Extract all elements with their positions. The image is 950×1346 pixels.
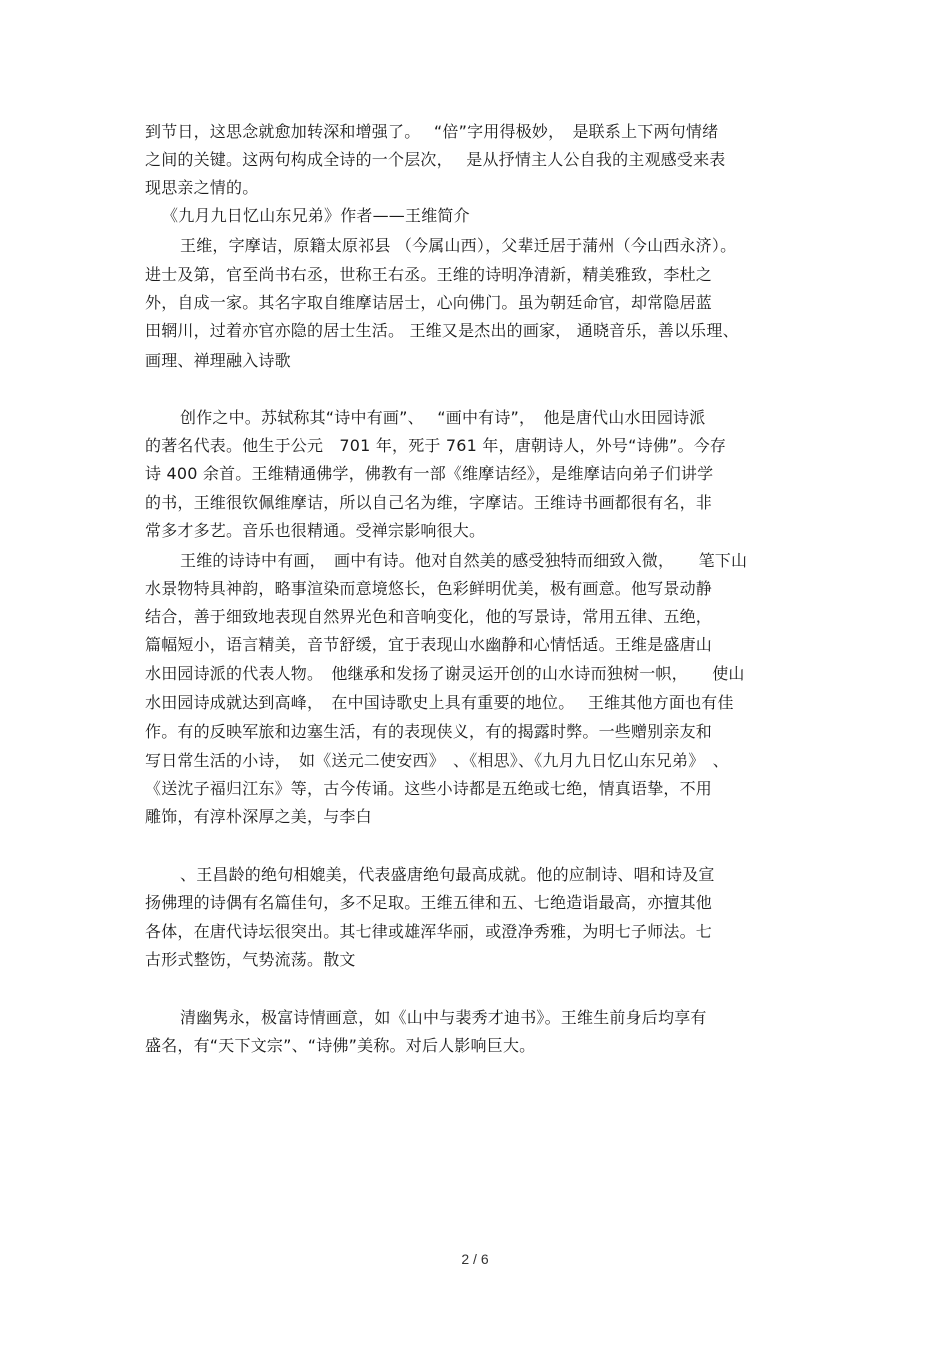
text-line: 现思亲之情的。 [145, 178, 259, 197]
text-line: 古形式整饬，气势流荡。散文 [145, 950, 356, 969]
text-line: 结合，善于细致地表现自然界光色和音响变化，他的写景诗，常用五律、五绝， [145, 607, 713, 626]
text-line: 常多才多艺。音乐也很精通。受禅宗影响很大。 [145, 521, 486, 540]
text-line: 《送沈子福归江东》等，古今传诵。这些小诗都是五绝或七绝，情真语挚，不用 [145, 779, 713, 798]
section-heading: 《九月九日忆山东兄弟》作者——王维简介 [162, 206, 470, 225]
text-line: 篇幅短小，语言精美，音节舒缓，宜于表现山水幽静和心情恬适。王维是盛唐山 [145, 635, 713, 654]
text-line: 盛名，有“天下文宗”、“诗佛”美称。对后人影响巨大。 [145, 1036, 536, 1055]
text-line: 的书，王维很钦佩维摩诘，所以自己名为维，字摩诘。王维诗书画都很有名，非 [145, 493, 713, 512]
text-line: 创作之中。苏轼称其“诗中有画”、 “画中有诗”， 他是唐代山水田园诗派 [180, 408, 706, 427]
text-line: 外，自成一家。其名字取自维摩诘居士，心向佛门。虽为朝廷命官，却常隐居蓝 [145, 293, 713, 312]
text-line: 清幽隽永，极富诗情画意，如《山中与裴秀才迪书》。王维生前身后均享有 [180, 1008, 707, 1027]
text-line: 雕饰，有淳朴深厚之美，与李白 [145, 807, 372, 826]
text-line: 水田园诗成就达到高峰， 在中国诗歌史上具有重要的地位。 王维其他方面也有佳 [145, 693, 734, 712]
text-line: 诗 400 余首。王维精通佛学，佛教有一部《维摩诘经》，是维摩诘向弟子们讲学 [145, 464, 714, 483]
text-line: 王维，字摩诘，原籍太原祁县 （今属山西），父辈迁居于蒲州（今山西永济）。 [180, 236, 737, 255]
text-line: 各体，在唐代诗坛很突出。其七律或雄浑华丽，或澄净秀雅，为明七子师法。七 [145, 922, 713, 941]
text-line: 之间的关键。这两句构成全诗的一个层次， 是从抒情主人公自我的主观感受来表 [145, 150, 726, 169]
text-line: 作。有的反映军旅和边塞生活，有的表现侠义，有的揭露时弊。一些赠别亲友和 [145, 722, 713, 741]
text-line: 、王昌龄的绝句相媲美，代表盛唐绝句最高成就。他的应制诗、唱和诗及宣 [180, 865, 715, 884]
text-line: 的著名代表。他生于公元 701 年，死于 761 年，唐朝诗人，外号“诗佛”。今存 [145, 436, 727, 455]
text-line: 田辋川，过着亦官亦隐的居士生活。 王维又是杰出的画家， 通晓音乐，善以乐理、 [145, 321, 739, 340]
text-line: 水景物特具神韵，略事渲染而意境悠长，色彩鲜明优美，极有画意。他写景动静 [145, 579, 713, 598]
text-line: 到节日，这思念就愈加转深和增强了。 “倍”字用得极妙， 是联系上下两句情绪 [145, 122, 719, 141]
text-line: 水田园诗派的代表人物。 他继承和发扬了谢灵运开创的山水诗而独树一帜， 使山 [145, 664, 745, 683]
text-line: 进士及第，官至尚书右丞，世称王右丞。王维的诗明净清新，精美雅致，李杜之 [145, 265, 713, 284]
text-line: 王维的诗诗中有画， 画中有诗。他对自然美的感受独特而细致入微， 笔下山 [180, 551, 748, 570]
text-line: 画理、禅理融入诗歌 [145, 351, 291, 370]
text-line: 写日常生活的小诗， 如《送元二使安西》 、《相思》、《九月九日忆山东兄弟》 、 [145, 751, 729, 770]
page-number: 2 / 6 [461, 1251, 489, 1267]
text-line: 扬佛理的诗偶有名篇佳句，多不足取。王维五律和五、七绝造诣最高，亦擅其他 [145, 893, 713, 912]
